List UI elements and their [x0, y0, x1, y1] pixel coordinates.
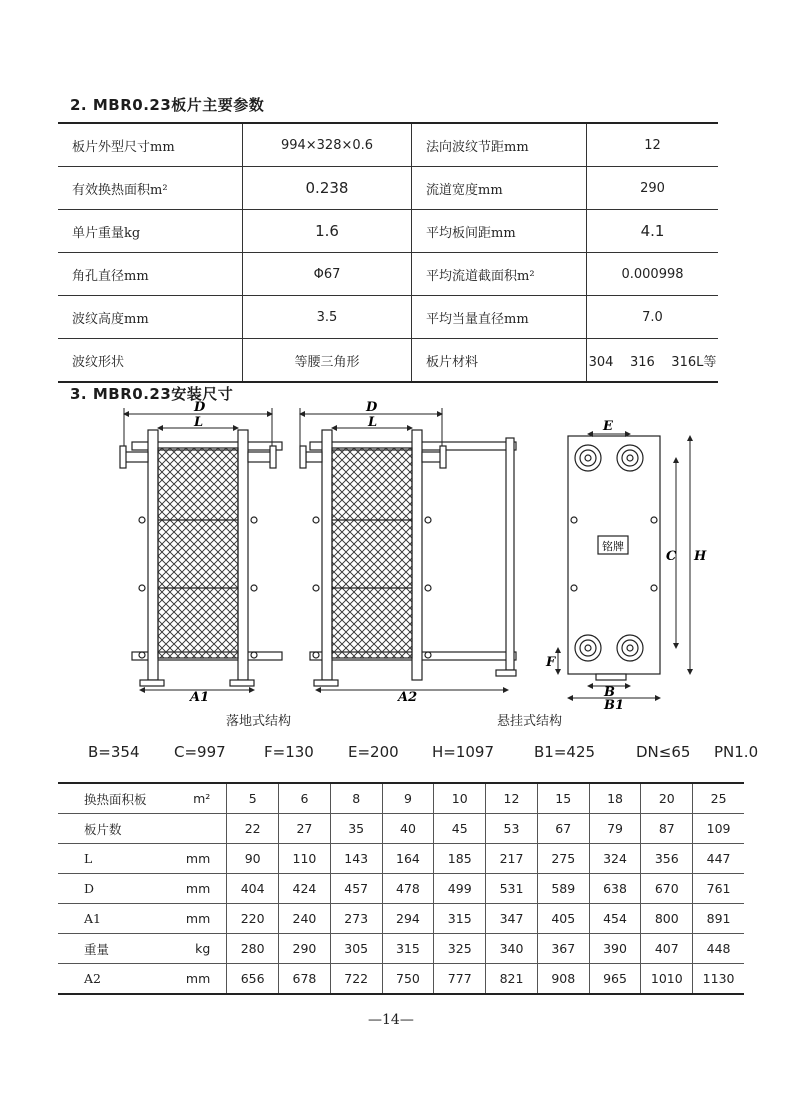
cell: 18	[589, 783, 641, 814]
row-unit: mm	[151, 844, 227, 874]
dim-H: H=1097	[432, 743, 495, 761]
cell: 750	[382, 964, 434, 995]
section3-title: 3. MBR0.23安装尺寸	[70, 385, 234, 403]
param-value: 等腰三角形	[243, 339, 412, 383]
param-value: 3.5	[243, 296, 412, 339]
row-unit	[151, 814, 227, 844]
row-label: A1	[58, 904, 151, 934]
cell: 722	[330, 964, 382, 995]
cell: 53	[486, 814, 538, 844]
cell: 5	[227, 783, 279, 814]
cell: 777	[434, 964, 486, 995]
table-row	[58, 844, 744, 874]
cell: 273	[330, 904, 382, 934]
cell: 800	[641, 904, 693, 934]
cell: 40	[382, 814, 434, 844]
cell: 1130	[693, 964, 744, 995]
caption-hanging: 悬挂式结构	[497, 714, 563, 729]
cell: 315	[434, 904, 486, 934]
dim-B: B=354	[88, 743, 140, 761]
table-row	[58, 210, 718, 253]
cell: 164	[382, 844, 434, 874]
cell: 324	[589, 844, 641, 874]
param-label: 平均流道截面积m²	[412, 253, 587, 296]
param-value: 994×328×0.6	[243, 123, 412, 167]
label-A1: A1	[190, 690, 210, 705]
param-value: 290	[587, 167, 719, 210]
installation-drawing	[110, 400, 710, 710]
param-label: 有效换热面积m²	[58, 167, 243, 210]
cell: 27	[279, 814, 331, 844]
cell: 325	[434, 934, 486, 964]
table-row	[58, 339, 718, 383]
cell: 356	[641, 844, 693, 874]
caption-floor-standing: 落地式结构	[226, 714, 292, 729]
cell: 290	[279, 934, 331, 964]
row-label: 板片数	[58, 814, 151, 844]
param-label: 波纹形状	[58, 339, 243, 383]
label-B: B	[604, 685, 615, 700]
param-value: 0.000998	[587, 253, 719, 296]
row-label: 重量	[58, 934, 151, 964]
hanging-exchanger	[300, 430, 516, 686]
param-label: 角孔直径mm	[58, 253, 243, 296]
param-value: 0.238	[243, 167, 412, 210]
table-row	[58, 296, 718, 339]
page-number: —14—	[368, 1012, 414, 1028]
param-label: 板片外型尺寸mm	[58, 123, 243, 167]
cell: 280	[227, 934, 279, 964]
dim-F: F=130	[264, 743, 314, 761]
row-unit: mm	[151, 964, 227, 995]
param-value: 1.6	[243, 210, 412, 253]
param-value: 4.1	[587, 210, 719, 253]
cell: 821	[486, 964, 538, 995]
param-value: 7.0	[587, 296, 719, 339]
table-row	[58, 814, 744, 844]
cell: 217	[486, 844, 538, 874]
param-label: 法向波纹节距mm	[412, 123, 587, 167]
table-row	[58, 253, 718, 296]
front-view	[568, 436, 660, 680]
cell: 448	[693, 934, 744, 964]
floor-standing-exchanger	[120, 430, 282, 686]
cell: 67	[537, 814, 589, 844]
cell: 185	[434, 844, 486, 874]
row-label: L	[58, 844, 151, 874]
cell: 143	[330, 844, 382, 874]
cell: 12	[486, 783, 538, 814]
dim-B1: B1=425	[534, 743, 596, 761]
cell: 305	[330, 934, 382, 964]
cell: 90	[227, 844, 279, 874]
cell: 656	[227, 964, 279, 995]
cell: 8	[330, 783, 382, 814]
cell: 678	[279, 964, 331, 995]
cell: 499	[434, 874, 486, 904]
label-L: L	[368, 415, 378, 430]
cell: 457	[330, 874, 382, 904]
cell: 424	[279, 874, 331, 904]
param-value: Φ67	[243, 253, 412, 296]
param-label: 平均当量直径mm	[412, 296, 587, 339]
section2-title: 2. MBR0.23板片主要参数	[70, 96, 265, 114]
cell: 347	[486, 904, 538, 934]
cell: 87	[641, 814, 693, 844]
cell: 638	[589, 874, 641, 904]
cell: 965	[589, 964, 641, 995]
plate-parameters-table	[58, 122, 718, 383]
param-label: 波纹高度mm	[58, 296, 243, 339]
dim-PN: PN1.0	[714, 743, 759, 761]
cell: 908	[537, 964, 589, 995]
cell: 15	[537, 783, 589, 814]
table-row	[58, 934, 744, 964]
cell: 761	[693, 874, 744, 904]
label-D: D	[366, 400, 378, 415]
cell: 6	[279, 783, 331, 814]
nameplate-label: 铭牌	[602, 540, 624, 553]
row-unit: kg	[151, 934, 227, 964]
cell: 407	[641, 934, 693, 964]
dim-DN: DN≤65	[636, 743, 691, 761]
table-row	[58, 123, 718, 167]
table-row	[58, 167, 718, 210]
cell: 25	[693, 783, 744, 814]
dim-C: C=997	[174, 743, 226, 761]
param-label: 流道宽度mm	[412, 167, 587, 210]
table-row	[58, 904, 744, 934]
cell: 79	[589, 814, 641, 844]
cell: 20	[641, 783, 693, 814]
label-F: F	[546, 655, 556, 670]
table-header-row	[58, 783, 744, 814]
cell: 110	[279, 844, 331, 874]
label-L: L	[194, 415, 204, 430]
cell: 9	[382, 783, 434, 814]
param-label: 板片材料	[412, 339, 587, 383]
cell: 531	[486, 874, 538, 904]
cell: 109	[693, 814, 744, 844]
cell: 891	[693, 904, 744, 934]
row-label: D	[58, 874, 151, 904]
label-E: E	[603, 419, 613, 434]
param-value: 12	[587, 123, 719, 167]
cell: 240	[279, 904, 331, 934]
row-label: 换热面积板	[58, 783, 151, 814]
param-label: 单片重量kg	[58, 210, 243, 253]
cell: 220	[227, 904, 279, 934]
cell: 367	[537, 934, 589, 964]
label-D: D	[194, 400, 206, 415]
cell: 454	[589, 904, 641, 934]
table-row	[58, 964, 744, 995]
cell: 45	[434, 814, 486, 844]
label-H: H	[694, 549, 707, 564]
installation-size-table	[58, 782, 744, 995]
label-C: C	[666, 549, 677, 564]
cell: 340	[486, 934, 538, 964]
cell: 275	[537, 844, 589, 874]
row-unit: mm	[151, 874, 227, 904]
cell: 35	[330, 814, 382, 844]
table-row	[58, 874, 744, 904]
label-A2: A2	[398, 690, 418, 705]
row-unit: mm	[151, 904, 227, 934]
cell: 589	[537, 874, 589, 904]
param-label: 平均板间距mm	[412, 210, 587, 253]
cell: 1010	[641, 964, 693, 995]
label-B1: B1	[604, 698, 625, 710]
cell: 405	[537, 904, 589, 934]
cell: 294	[382, 904, 434, 934]
cell: 390	[589, 934, 641, 964]
cell: 447	[693, 844, 744, 874]
cell: 670	[641, 874, 693, 904]
cell: 478	[382, 874, 434, 904]
cell: 10	[434, 783, 486, 814]
param-value: 304 316 316L等	[587, 339, 719, 383]
cell: 404	[227, 874, 279, 904]
row-unit: m²	[151, 783, 227, 814]
cell: 22	[227, 814, 279, 844]
row-label: A2	[58, 964, 151, 995]
dim-E: E=200	[348, 743, 399, 761]
cell: 315	[382, 934, 434, 964]
